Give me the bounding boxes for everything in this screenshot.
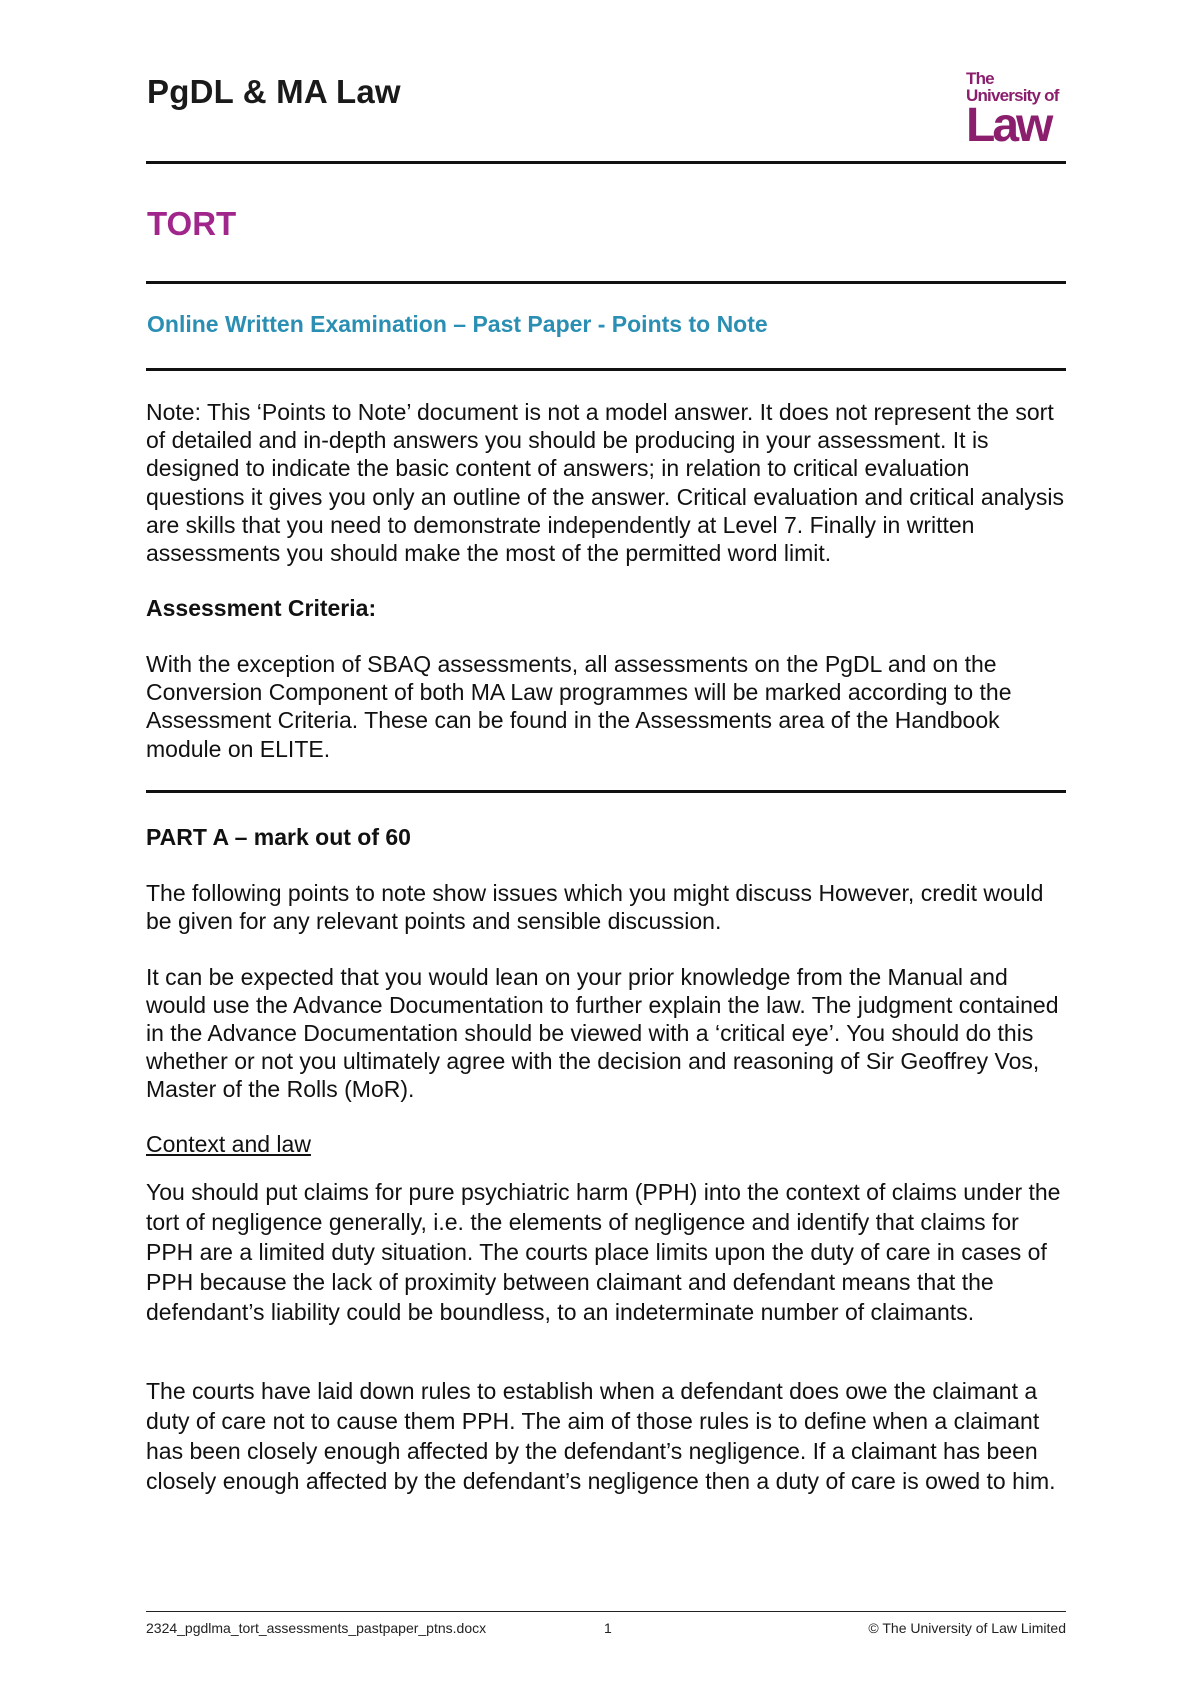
subject-title: TORT: [147, 205, 237, 242]
footer-divider: [146, 1611, 1066, 1612]
part-a-paragraph-1: The following points to note show issues which you might discuss However, credit would be given for any relevant points and sensible discussion.: [146, 880, 1044, 934]
context-paragraph-1: You should put claims for pure psychiatric harm (PPH) into the context of claims under the tort of negligence generally, i.e. the elements of negligence and identify that claims for PPH are a limited duty situation. The courts place limits upon the duty of care in cases of PPH because the lack of proximity between claimant and defendant means that the defendant’s liability could be boundless, to an indeterminate number of claimants.: [146, 1179, 1061, 1325]
footer-page-number: 1: [604, 1620, 612, 1636]
part-a-paragraph-2: It can be expected that you would lean on your prior knowledge from the Manual and would use the Advance Documentation to further explain the law. The judgment contained in the Advance Documentation should be viewed with a ‘critical eye’. You should do this whether or not you ultimately agree with the decision and reasoning of Sir Geoffrey Vos, Master of the Rolls (MoR).: [146, 964, 1059, 1102]
context-and-law-heading: Context and law: [146, 1131, 311, 1157]
subject-divider: [146, 281, 1066, 284]
logo-line-3: Law: [966, 99, 1051, 152]
university-logo: [966, 70, 1066, 150]
section-divider: [146, 790, 1066, 793]
context-paragraph-2: The courts have laid down rules to establish when a defendant does owe the claimant a duty of care not to cause them PPH. The aim of those rules is to define when a claimant has been closely enough affected by the defendant’s negligence. If a claimant has been closely enough affected by the defendant’s negligence then a duty of care is owed to him.: [146, 1378, 1056, 1494]
header-title: PgDL & MA Law: [147, 73, 401, 110]
logo-line-2: University of: [966, 86, 1059, 105]
header-divider: [146, 161, 1066, 164]
document-subtitle: Online Written Examination – Past Paper - Points to Note: [147, 311, 768, 337]
logo-line-1: The: [966, 69, 994, 88]
footer-copyright: © The University of Law Limited: [868, 1620, 1066, 1636]
assessment-criteria-paragraph: With the exception of SBAQ assessments, all assessments on the PgDL and on the Conversion Component of both MA Law programmes will be marked according to the Assessment Criteria. These can be found in the Assessments area of the Handbook module on ELITE.: [146, 651, 1012, 762]
part-a-heading: PART A – mark out of 60: [146, 824, 411, 850]
assessment-criteria-heading: Assessment Criteria:: [146, 595, 377, 621]
footer-filename: 2324_pgdlma_tort_assessments_pastpaper_ptns.docx: [146, 1620, 487, 1636]
subtitle-divider: [146, 368, 1066, 371]
note-paragraph: Note: This ‘Points to Note’ document is not a model answer. It does not represent the sort of detailed and in-depth answers you should be producing in your assessment. It is designed to indicate the basic content of answers; in relation to critical evaluation questions it gives you only an outline of the answer. Critical evaluation and critical analysis are skills that you need to demonstrate independently at Level 7. Finally in written assessments you should make the most of the permitted word limit.: [146, 399, 1064, 567]
